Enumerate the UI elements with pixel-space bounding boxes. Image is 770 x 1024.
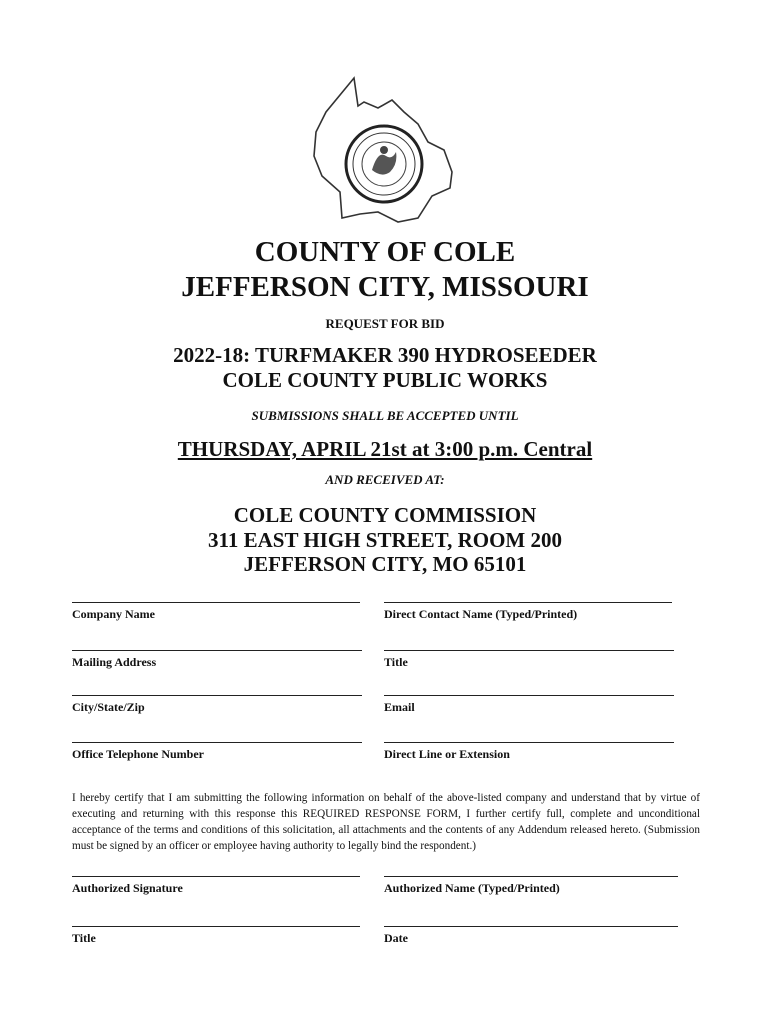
direct-contact-label: Direct Contact Name (Typed/Printed): [384, 607, 578, 621]
address-line-2: 311 EAST HIGH STREET, ROOM 200: [208, 528, 562, 552]
bid-title: 2022-18: TURFMAKER 390 HYDROSEEDER: [173, 343, 597, 367]
department-title: COLE COUNTY PUBLIC WORKS: [222, 368, 548, 392]
authorized-name-label: Authorized Name (Typed/Printed): [384, 881, 560, 895]
mailing-address-line[interactable]: [72, 650, 362, 651]
authorized-signature-label: Authorized Signature: [72, 881, 183, 895]
office-phone-label: Office Telephone Number: [72, 747, 204, 761]
county-seal-logo: [300, 72, 470, 238]
company-name-label: Company Name: [72, 607, 155, 621]
authorized-signature-line[interactable]: [72, 876, 360, 877]
certification-text: I hereby certify that I am submitting the following information on behalf of the above-listed company and understand that by virtue of executing and returning with this response this REQUIRED RESPONSE FORM, I further certify full, complete and unconditional acceptance of the terms and conditions of this solicitation, all attachments and the contents of any Addendum released hereto. (Submission must be signed by an officer or employee having authority to legally bind the respondent.): [72, 792, 700, 852]
received-note: AND RECEIVED AT:: [325, 472, 445, 487]
email-label: Email: [384, 700, 415, 714]
county-title: COUNTY OF COLE: [254, 236, 516, 268]
date-label: Date: [384, 931, 408, 945]
date-line[interactable]: [384, 926, 678, 927]
authorized-name-line[interactable]: [384, 876, 678, 877]
document-type: REQUEST FOR BID: [325, 316, 445, 331]
title-line[interactable]: [384, 650, 674, 651]
company-name-line[interactable]: [72, 602, 360, 603]
submissions-note: SUBMISSIONS SHALL BE ACCEPTED UNTIL: [251, 408, 519, 423]
address-line-1: COLE COUNTY COMMISSION: [233, 503, 537, 527]
direct-line-label: Direct Line or Extension: [384, 747, 510, 761]
city-title: JEFFERSON CITY, MISSOURI: [181, 271, 589, 303]
title-label: Title: [384, 655, 408, 669]
city-state-zip-line[interactable]: [72, 695, 362, 696]
signer-title-label: Title: [72, 931, 96, 945]
signer-title-line[interactable]: [72, 926, 360, 927]
direct-contact-line[interactable]: [384, 602, 672, 603]
city-state-zip-label: City/State/Zip: [72, 700, 145, 714]
office-phone-line[interactable]: [72, 742, 362, 743]
mailing-address-label: Mailing Address: [72, 655, 157, 669]
email-line[interactable]: [384, 695, 674, 696]
direct-line-line[interactable]: [384, 742, 674, 743]
deadline: THURSDAY, APRIL 21st at 3:00 p.m. Central: [177, 437, 593, 461]
address-line-3: JEFFERSON CITY, MO 65101: [243, 552, 527, 576]
